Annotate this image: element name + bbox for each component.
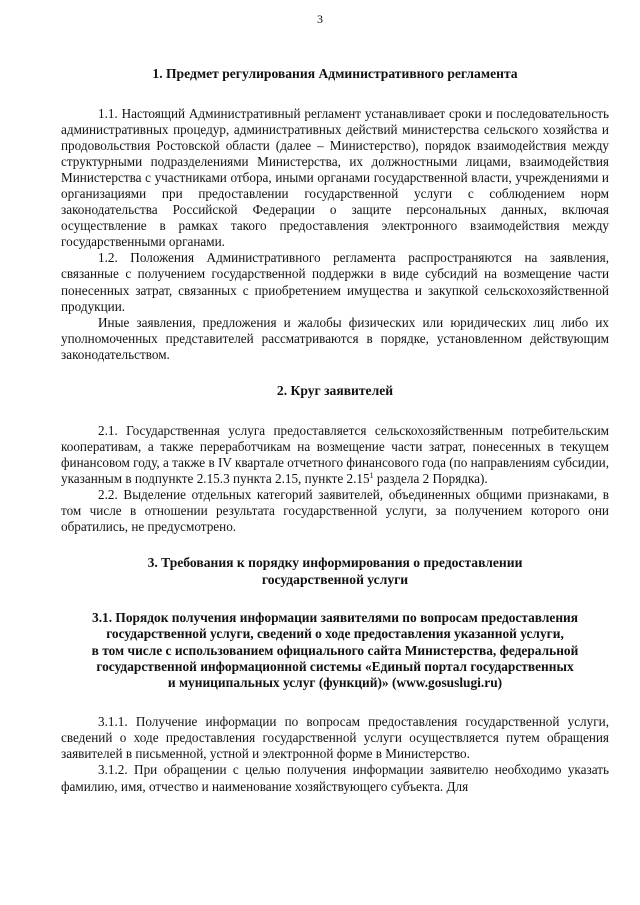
spacer [61,588,609,610]
subsection-3-1-line-2: государственной услуги, сведений о ходе предоставления указанной услуги, [106,626,564,642]
subsection-3-1-line-5: и муниципальных услуг (функций)» (www.gosuslugi.ru) [167,674,503,690]
section-2-heading: 2. Круг заявителей [276,383,394,398]
paragraph-1-2: 1.2. Положения Административного регламента распространяются на заявления, связанные с получением государственной поддержки в виде субсидий на возмещение части понесенных затрат, связанных с приобретением имущества и закупкой сельскохозяйственной продукции. [61,250,609,314]
paragraph-1-1: 1.1. Настоящий Административный регламент устанавливает сроки и последовательность административных процедур, административных действий министерства сельского хозяйства и продовольствия Ростовской области (далее – Министерство), порядок взаимодействия между структурными подразделениями Министерства, их должностными лицами, взаимодействия Министерства с участниками отбора, иными органами государственной власти, учреждениями и организациями при предоставлении государственной услуги с соблюдением норм законодательства Российской Федерации о защите персональных данных, включая осуществление в рамках такого предоставления электронного взаимодействия между государственными органами. [61,105,609,250]
spacer [61,535,609,555]
spacer [61,691,609,714]
spacer [61,363,609,383]
section-1-heading: 1. Предмет регулирования Административного регламента [152,66,518,81]
paragraph-2-1-text: 2.1. Государственная услуга предоставляется сельскохозяйственным потребительским кооперативам, а также переработчикам на возмещение части затрат, понесенных в текущем финансовом году, а также в IV квартале отчетного финансового года (по направлениям субсидии, указанным в подпункте 2.15.3 пункта 2.15, пункте 2.15 [61,422,609,486]
subsection-3-1-line-4: государственной информационной системы «Единый портал государственных [96,658,574,674]
paragraph-2-1 [61,423,609,487]
spacer [61,400,609,423]
paragraph-3-1-2: 3.1.2. При обращении с целью получения информации заявителю необходимо указать фамилию, имя, отчество и наименование хозяйствующего субъекта. Для [61,762,609,794]
document-body [61,66,609,795]
subsection-3-1-line-1: 3.1. Порядок получения информации заявителями по вопросам предоставления [92,610,578,626]
section-3-heading-line-1: 3. Требования к порядку информирования о предоставлении [147,555,523,571]
paragraph-3-1-1: 3.1.1. Получение информации по вопросам предоставления государственной услуги, сведений о ходе предоставления государственной услуги осуществляется путем обращения заявителей в письменной, устной и электронной форме в Министерство. [61,714,609,762]
paragraph-1-3: Иные заявления, предложения и жалобы физических или юридических лиц либо их уполномоченных представителей рассматриваются в порядке, установленном действующим законодательством. [61,314,609,362]
subsection-3-1-line-3: в том числе с использованием официального сайта Министерства, федеральной [91,642,579,658]
section-3-heading [61,555,609,588]
subsection-3-1-heading [61,610,609,691]
paragraph-2-2: 2.2. Выделение отдельных категорий заявителей, объединенных общими признаками, в том числе в отношении результата государственной услуги, за получением которого они обратились, не предусмотрено. [61,486,609,535]
page-number: 3 [317,12,323,26]
section-3-heading-line-2: государственной услуги [261,571,409,587]
superscript-marker: 1 [369,470,374,480]
spacer [61,83,609,106]
paragraph-2-1-tail: раздела 2 Порядка). [373,470,488,486]
